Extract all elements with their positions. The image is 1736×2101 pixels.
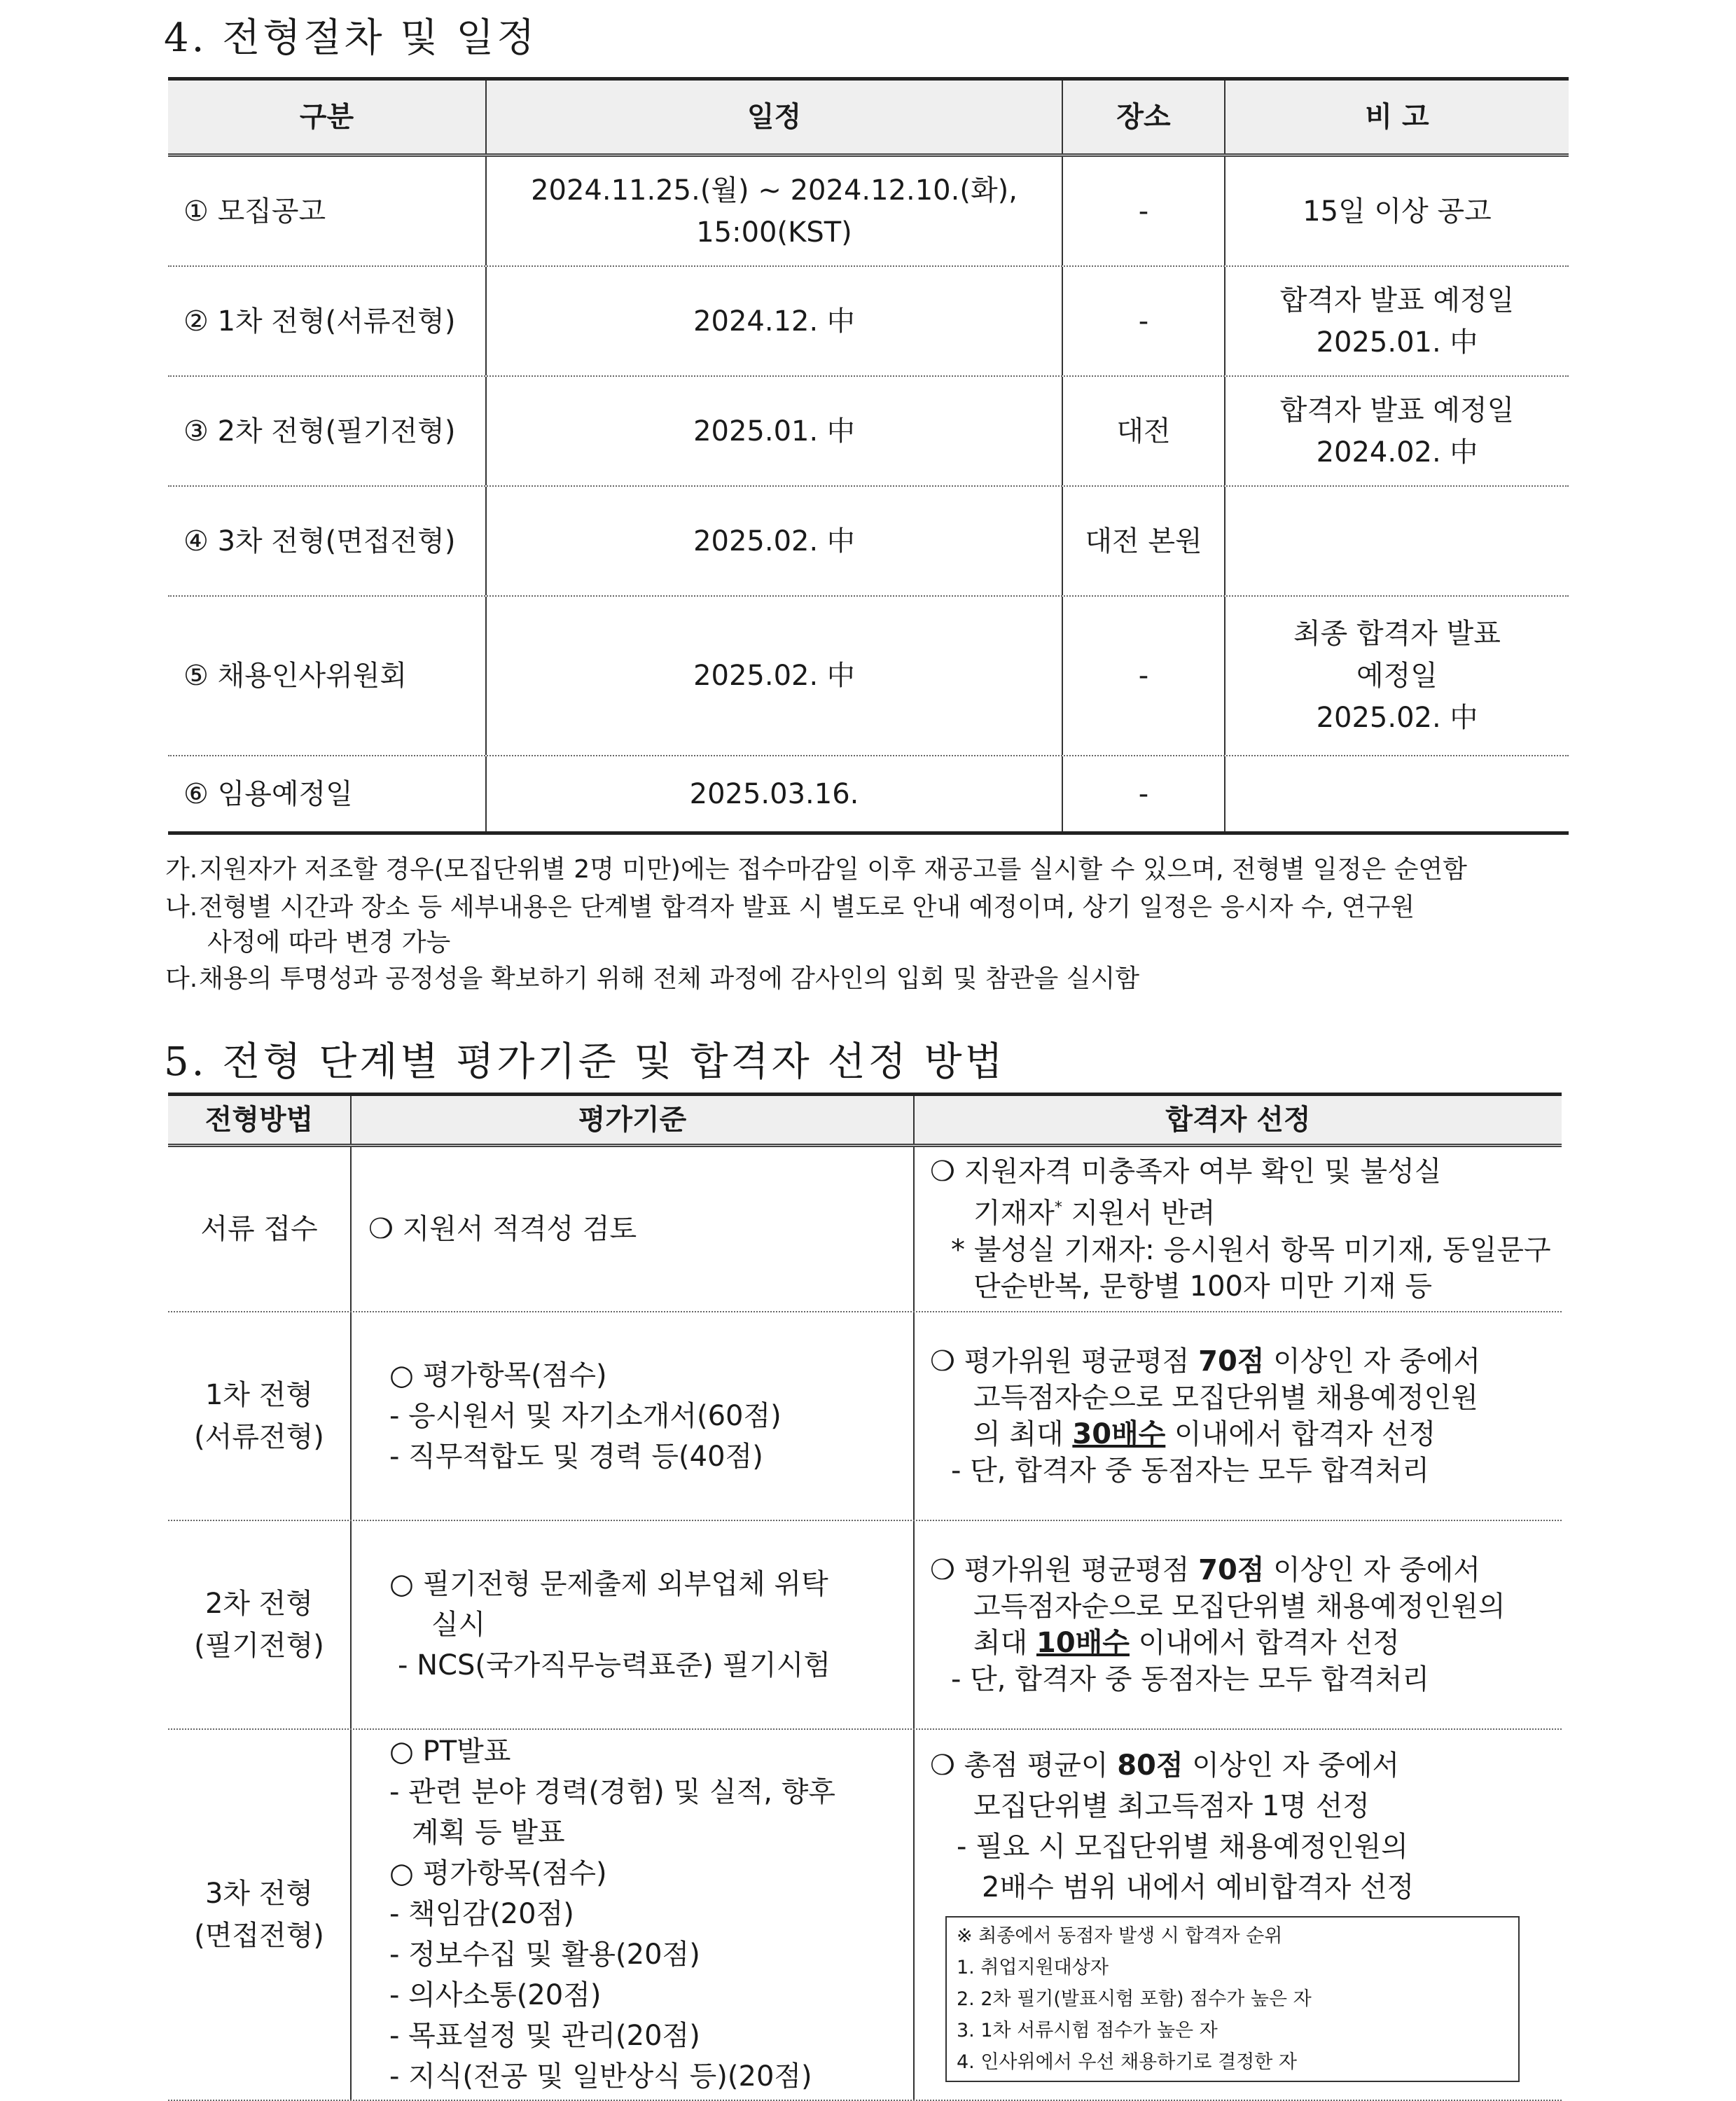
selection-cell xyxy=(915,1312,1562,1520)
score-threshold: 70점 xyxy=(1198,1554,1265,1586)
note-cell xyxy=(1225,267,1569,375)
selection-line: 모집단위별 최고득점자 1명 선정 xyxy=(973,1790,1370,1822)
criteria-cell xyxy=(352,1730,915,2100)
criteria-line: - 응시원서 및 자기소개서(60점) xyxy=(389,1400,782,1432)
selection-text: 이상인 자 중에서 xyxy=(1264,1554,1481,1586)
criteria-line: 실시 xyxy=(431,1609,486,1641)
note-da xyxy=(165,961,1580,997)
stage-cell: ① 모집공고 xyxy=(168,157,487,265)
tie-break-item: 4. 인사위에서 우선 채용하기로 결정한 자 xyxy=(957,2051,1297,2073)
note-marker: 다. xyxy=(165,964,198,993)
header-schedule: 일정 xyxy=(487,81,1063,153)
tie-break-item: 1. 취업지원대상자 xyxy=(957,1957,1109,1978)
note-line: 합격자 발표 예정일 xyxy=(1279,394,1515,427)
header-selection: 합격자 선정 xyxy=(1165,1104,1311,1136)
schedule-cell: 2024.12. 中 xyxy=(487,267,1063,375)
method-cell: 서류 접수 xyxy=(168,1147,352,1311)
criteria-line: 계획 등 발표 xyxy=(412,1817,565,1849)
criteria-line: ○ 평가항목(점수) xyxy=(389,1359,607,1392)
selection-line: - 단, 합격자 중 동점자는 모두 합격처리 xyxy=(951,1455,1430,1487)
place-cell: - xyxy=(1063,756,1225,831)
header-stage: 구분 xyxy=(168,81,487,153)
selection-text: ❍ 평가위원 평균평점 xyxy=(930,1345,1199,1378)
table-row xyxy=(168,487,1569,597)
note-text: 채용의 투명성과 공정성을 확보하기 위해 전체 과정에 감사인의 입회 및 참관을 실시함 xyxy=(199,964,1140,993)
criteria-line: ○ 필기전형 문제출제 외부업체 위탁 xyxy=(389,1568,828,1600)
selection-line: ❍ 지원자격 미충족자 여부 확인 및 불성실 xyxy=(930,1156,1442,1188)
note-line: 2025.02. 中 xyxy=(1316,702,1478,734)
place-cell: - xyxy=(1063,267,1225,375)
note-text: 사정에 따라 변경 가능 xyxy=(207,928,451,957)
method-cell xyxy=(168,1521,352,1728)
note-line: 15일 이상 공고 xyxy=(1303,195,1492,228)
note-text: 지원자가 저조할 경우(모집단위별 2명 미만)에는 접수마감일 이후 재공고를 실시할 수 있으며, 전형별 일정은 순연함 xyxy=(199,855,1467,884)
method-line: (면접전형) xyxy=(194,1920,324,1952)
method-line: (서류전형) xyxy=(194,1421,324,1453)
place-cell: - xyxy=(1063,597,1225,755)
criteria-line: - 목표설정 및 관리(20점) xyxy=(389,2020,700,2052)
note-marker: 가. xyxy=(165,855,198,884)
schedule-cell: 2025.01. 中 xyxy=(487,377,1063,485)
selection-line: 고득점자순으로 모집단위별 채용예정인원 xyxy=(973,1382,1478,1414)
selection-text: 이내에서 합격자 선정 xyxy=(1129,1627,1400,1659)
schedule-cell: 2025.03.16. xyxy=(487,756,1063,831)
note-cell xyxy=(1225,377,1569,485)
selection-text: 의 최대 xyxy=(973,1418,1073,1450)
multiple-value: 10배수 xyxy=(1036,1627,1130,1659)
selection-line: * 불성실 기재자: 응시원서 항목 미기재, 동일문구 xyxy=(951,1233,1551,1266)
table-row xyxy=(168,1521,1562,1730)
criteria-line: - 직무적합도 및 경력 등(40점) xyxy=(389,1441,763,1473)
selection-text: ❍ 평가위원 평균평점 xyxy=(930,1554,1199,1586)
note-na xyxy=(165,889,1580,926)
selection-line xyxy=(930,1416,1436,1452)
tie-break-item: 3. 1차 서류시험 점수가 높은 자 xyxy=(957,2020,1218,2041)
criteria-line: - 지식(전공 및 일반상식 등)(20점) xyxy=(389,2060,812,2093)
note-cell xyxy=(1225,487,1569,595)
selection-text: 이상인 자 중에서 xyxy=(1183,1749,1400,1782)
section4-heading: 4. 전형절차 및 일정 xyxy=(164,15,538,61)
criteria-line: - NCS(국가직무능력표준) 필기시험 xyxy=(398,1649,831,1682)
note-line: 2024.02. 中 xyxy=(1316,436,1478,469)
criteria-cell xyxy=(352,1312,915,1520)
header-note: 비 고 xyxy=(1365,101,1429,133)
note-line: 예정일 xyxy=(1356,660,1438,692)
tie-break-item: 2. 2차 필기(발표시험 포함) 점수가 높은 자 xyxy=(957,1988,1312,2010)
schedule-table-header xyxy=(168,77,1569,157)
table-row xyxy=(168,1312,1562,1521)
criteria-cell xyxy=(352,1521,915,1728)
note-line: 2025.01. 中 xyxy=(1316,326,1478,359)
method-line: (필기전형) xyxy=(194,1630,324,1662)
note-text: 전형별 시간과 장소 등 세부내용은 단계별 합격자 발표 시 별도로 안내 예정이며, 상기 일정은 응시자 수, 연구원 xyxy=(199,893,1415,922)
note-marker: 나. xyxy=(165,893,198,922)
stage-cell: ② 1차 전형(서류전형) xyxy=(168,267,487,375)
selection-line xyxy=(930,1745,1399,1786)
stage-cell: ③ 2차 전형(필기전형) xyxy=(168,377,487,485)
footnote-mark: * xyxy=(1054,1199,1062,1217)
table-row xyxy=(168,267,1569,377)
selection-line: - 단, 합격자 중 동점자는 모두 합격처리 xyxy=(951,1663,1430,1696)
note-ga xyxy=(165,852,1580,888)
selection-text: 이상인 자 중에서 xyxy=(1264,1345,1481,1378)
selection-text: 이내에서 합격자 선정 xyxy=(1165,1418,1436,1450)
header-criteria: 평가기준 xyxy=(352,1096,915,1144)
table-row xyxy=(168,1730,1562,2101)
criteria-line: - 책임감(20점) xyxy=(389,1898,574,1930)
criteria-cell: ❍ 지원서 적격성 검토 xyxy=(352,1147,915,1311)
selection-cell xyxy=(915,1521,1562,1728)
tie-break-box xyxy=(945,1916,1520,2082)
criteria-line: ○ PT발표 xyxy=(389,1735,511,1768)
stage-cell: ④ 3차 전형(면접전형) xyxy=(168,487,487,595)
note-line: 합격자 발표 예정일 xyxy=(1279,284,1515,317)
score-threshold: 70점 xyxy=(1198,1345,1265,1378)
method-line: 1차 전형 xyxy=(204,1379,314,1411)
criteria-line: ○ 평가항목(점수) xyxy=(389,1857,607,1889)
selection-line: 고득점자순으로 모집단위별 채용예정인원의 xyxy=(973,1590,1506,1623)
multiple-value: 30배수 xyxy=(1072,1418,1166,1450)
place-cell: 대전 본원 xyxy=(1063,487,1225,595)
selection-cell xyxy=(915,1147,1562,1311)
score-threshold: 80점 xyxy=(1117,1749,1183,1782)
criteria-line: - 정보수집 및 활용(20점) xyxy=(389,1939,700,1971)
schedule-table xyxy=(168,77,1569,835)
stage-cell: ⑤ 채용인사위원회 xyxy=(168,597,487,755)
method-line: 2차 전형 xyxy=(204,1588,314,1620)
method-line: 3차 전형 xyxy=(204,1878,314,1910)
note-cell xyxy=(1225,157,1569,265)
selection-line: 단순반복, 문항별 100자 미만 기재 등 xyxy=(973,1270,1432,1303)
section5-heading: 5. 전형 단계별 평가기준 및 합격자 선정 방법 xyxy=(164,1039,1006,1085)
note-cell xyxy=(1225,756,1569,831)
selection-line: 2배수 범위 내에서 예비합격자 선정 xyxy=(982,1871,1415,1904)
selection-text: 지원서 반려 xyxy=(1062,1197,1216,1230)
header-place: 장소 xyxy=(1063,81,1225,153)
selection-line xyxy=(930,1343,1480,1380)
table-row xyxy=(168,756,1569,835)
table-row xyxy=(168,1147,1562,1312)
selection-text: 기재자 xyxy=(973,1197,1055,1230)
place-cell: 대전 xyxy=(1063,377,1225,485)
selection-cell xyxy=(915,1730,1562,2100)
header-method: 전형방법 xyxy=(168,1096,352,1144)
selection-line xyxy=(930,1552,1480,1588)
note-cell xyxy=(1225,597,1569,755)
method-cell xyxy=(168,1312,352,1520)
evaluation-table-header xyxy=(168,1093,1562,1147)
table-row xyxy=(168,377,1569,487)
place-cell: - xyxy=(1063,157,1225,265)
method-cell xyxy=(168,1730,352,2100)
criteria-line: - 의사소통(20점) xyxy=(389,1979,602,2011)
schedule-cell: 2025.02. 中 xyxy=(487,487,1063,595)
selection-line xyxy=(930,1625,1400,1661)
stage-cell: ⑥ 임용예정일 xyxy=(168,756,487,831)
table-row xyxy=(168,597,1569,756)
schedule-line: 15:00(KST) xyxy=(696,216,852,249)
note-line: 최종 합격자 발표 xyxy=(1293,618,1501,650)
table-row xyxy=(168,157,1569,267)
schedule-line: 2024.11.25.(월) ~ 2024.12.10.(화), xyxy=(531,174,1018,207)
criteria-line: - 관련 분야 경력(경험) 및 실적, 향후 xyxy=(389,1776,835,1808)
selection-line xyxy=(930,1190,1216,1231)
selection-text: ❍ 총점 평균이 xyxy=(930,1749,1118,1782)
schedule-cell: 2025.02. 中 xyxy=(487,597,1063,755)
note-na-cont xyxy=(165,924,1622,961)
tie-break-title: ※ 최종에서 동점자 발생 시 합격자 순위 xyxy=(957,1925,1283,1947)
schedule-cell xyxy=(487,157,1063,265)
evaluation-table xyxy=(168,1093,1562,2101)
selection-text: 최대 xyxy=(973,1627,1036,1659)
selection-line: - 필요 시 모집단위별 채용예정인원의 xyxy=(957,1831,1408,1863)
